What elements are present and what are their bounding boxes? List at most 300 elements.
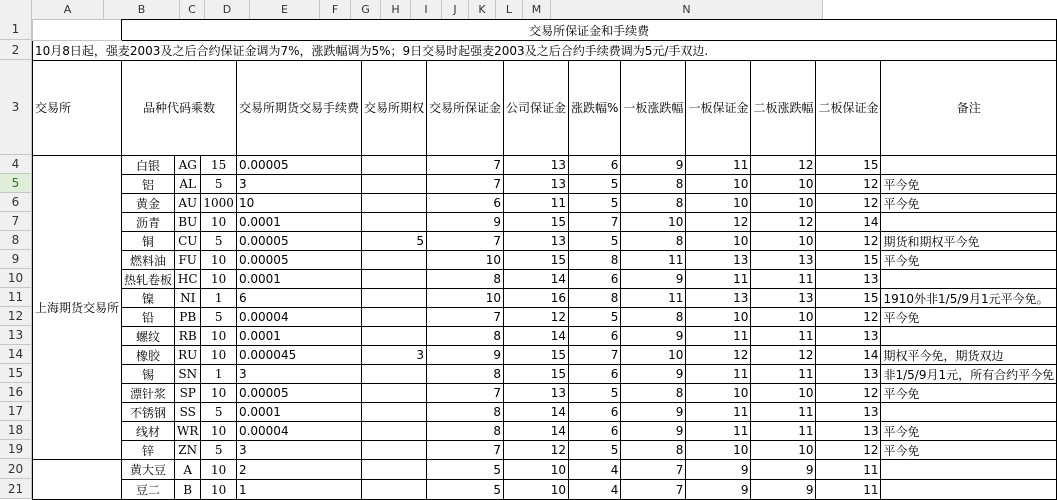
table-row — [33, 327, 1057, 346]
column-header-l[interactable]: L — [496, 0, 523, 19]
option-fee-cell[interactable]: 5 — [361, 232, 426, 251]
remark-cell[interactable]: 期权平今免，期货双边 — [881, 346, 1057, 365]
product-name-cell[interactable]: 燃料油 — [122, 251, 175, 270]
limit-cell[interactable]: 5 — [569, 308, 621, 327]
b1-margin-cell[interactable]: 12 — [686, 213, 751, 232]
row-header[interactable]: 13 — [0, 326, 32, 345]
column-header-m[interactable]: M — [523, 0, 551, 19]
product-name-cell[interactable]: 不锈钢 — [122, 403, 175, 422]
fee-cell[interactable]: 6 — [236, 289, 361, 308]
option-fee-cell[interactable] — [361, 270, 426, 289]
column-header-d[interactable]: D — [205, 0, 250, 19]
exchange-margin-cell[interactable]: 8 — [426, 270, 503, 289]
multiplier-cell[interactable]: 5 — [201, 175, 237, 194]
header-product[interactable]: 品种代码乘数 — [122, 61, 237, 156]
product-name-cell[interactable]: 漂针浆 — [122, 384, 175, 403]
product-name-cell[interactable]: 黄金 — [122, 194, 175, 213]
product-name-cell[interactable]: 镍 — [122, 289, 175, 308]
b1-limit-cell[interactable]: 10 — [621, 346, 686, 365]
b2-margin-cell[interactable]: 12 — [816, 232, 881, 251]
b2-limit-cell[interactable]: 12 — [751, 156, 816, 175]
exchange-margin-cell[interactable]: 7 — [426, 441, 503, 460]
b1-limit-cell[interactable]: 9 — [621, 403, 686, 422]
header-b1-margin[interactable]: 一板保证金 — [686, 61, 751, 156]
table-row — [33, 232, 1057, 251]
limit-cell[interactable]: 5 — [569, 194, 621, 213]
product-code-cell[interactable]: ZN — [175, 441, 201, 460]
exchange-margin-cell[interactable]: 9 — [426, 213, 503, 232]
product-code-cell[interactable]: FU — [175, 251, 201, 270]
table-row — [33, 441, 1057, 460]
b1-margin-cell[interactable]: 11 — [686, 156, 751, 175]
b2-margin-cell[interactable]: 15 — [816, 251, 881, 270]
limit-cell[interactable]: 6 — [569, 365, 621, 384]
table-row — [33, 384, 1057, 403]
row-header-selected[interactable]: 5 — [0, 174, 32, 193]
b2-limit-cell[interactable]: 10 — [751, 232, 816, 251]
limit-cell[interactable]: 7 — [569, 346, 621, 365]
b1-margin-cell[interactable]: 9 — [686, 460, 751, 480]
exchange-margin-cell[interactable]: 6 — [426, 194, 503, 213]
option-fee-cell[interactable] — [361, 308, 426, 327]
row-header[interactable]: 9 — [0, 250, 32, 269]
company-margin-cell[interactable]: 16 — [504, 289, 569, 308]
b2-limit-cell[interactable]: 11 — [751, 422, 816, 441]
limit-cell[interactable]: 5 — [569, 441, 621, 460]
header-limit[interactable]: 涨跌幅% — [569, 61, 621, 156]
sheet-title[interactable]: 交易所保证金和手续费 — [122, 20, 1057, 41]
multiplier-cell[interactable]: 10 — [201, 346, 237, 365]
remark-cell[interactable]: 期货和期权平今免 — [881, 232, 1057, 251]
column-header-i[interactable]: I — [411, 0, 442, 19]
header-company-margin[interactable]: 公司保证金 — [504, 61, 569, 156]
column-header-h[interactable]: H — [381, 0, 411, 19]
b1-margin-cell[interactable]: 11 — [686, 422, 751, 441]
option-fee-cell[interactable] — [361, 365, 426, 384]
multiplier-cell[interactable]: 10 — [201, 270, 237, 289]
product-code-cell[interactable]: BU — [175, 213, 201, 232]
fee-cell[interactable]: 0.000045 — [236, 346, 361, 365]
row-header[interactable]: 6 — [0, 193, 32, 212]
table-row — [33, 422, 1057, 441]
fee-cell[interactable]: 0.00005 — [236, 384, 361, 403]
row-header[interactable]: 2 — [0, 40, 32, 60]
exchange-margin-cell[interactable]: 7 — [426, 175, 503, 194]
header-remark[interactable]: 备注 — [881, 61, 1057, 156]
b2-margin-cell[interactable]: 12 — [816, 175, 881, 194]
fee-cell[interactable]: 3 — [236, 175, 361, 194]
b1-limit-cell[interactable]: 8 — [621, 232, 686, 251]
row-header[interactable]: 11 — [0, 288, 32, 307]
b2-limit-cell[interactable]: 13 — [751, 251, 816, 270]
b1-limit-cell[interactable]: 8 — [621, 384, 686, 403]
limit-cell[interactable]: 8 — [569, 251, 621, 270]
header-b2-limit[interactable]: 二板涨跌幅 — [751, 61, 816, 156]
b2-limit-cell[interactable]: 10 — [751, 308, 816, 327]
multiplier-cell[interactable]: 15 — [201, 156, 237, 175]
row-header[interactable]: 8 — [0, 231, 32, 250]
company-margin-cell[interactable]: 15 — [504, 213, 569, 232]
company-margin-cell[interactable]: 15 — [504, 346, 569, 365]
remark-cell[interactable] — [881, 156, 1057, 175]
company-margin-cell[interactable]: 10 — [504, 480, 569, 500]
exchange-margin-cell[interactable]: 10 — [426, 251, 503, 270]
option-fee-cell[interactable] — [361, 213, 426, 232]
multiplier-cell[interactable]: 1000 — [201, 194, 237, 213]
b2-margin-cell[interactable]: 13 — [816, 365, 881, 384]
b1-limit-cell[interactable]: 8 — [621, 175, 686, 194]
remark-cell[interactable] — [881, 403, 1057, 422]
company-margin-cell[interactable]: 13 — [504, 384, 569, 403]
remark-cell[interactable] — [881, 480, 1057, 500]
company-margin-cell[interactable]: 14 — [504, 327, 569, 346]
b2-margin-cell[interactable]: 13 — [816, 422, 881, 441]
b2-margin-cell[interactable]: 13 — [816, 403, 881, 422]
fee-cell[interactable]: 0.00005 — [236, 156, 361, 175]
company-margin-cell[interactable]: 15 — [504, 251, 569, 270]
column-header-j[interactable]: J — [442, 0, 469, 19]
b2-limit-cell[interactable]: 10 — [751, 384, 816, 403]
exchange-margin-cell[interactable]: 7 — [426, 232, 503, 251]
company-margin-cell[interactable]: 13 — [504, 175, 569, 194]
fee-cell[interactable]: 0.0001 — [236, 403, 361, 422]
fee-cell[interactable]: 10 — [236, 194, 361, 213]
row-header[interactable]: 19 — [0, 440, 32, 459]
company-margin-cell[interactable]: 10 — [504, 460, 569, 480]
b1-margin-cell[interactable]: 10 — [686, 308, 751, 327]
option-fee-cell[interactable] — [361, 251, 426, 270]
limit-cell[interactable]: 5 — [569, 175, 621, 194]
b2-limit-cell[interactable]: 13 — [751, 289, 816, 308]
b1-margin-cell[interactable]: 11 — [686, 403, 751, 422]
column-header-a[interactable]: A — [32, 0, 104, 19]
multiplier-cell[interactable]: 5 — [201, 232, 237, 251]
table-row — [33, 175, 1057, 194]
b1-limit-cell[interactable]: 9 — [621, 156, 686, 175]
exchange-margin-cell[interactable]: 8 — [426, 327, 503, 346]
product-code-cell[interactable]: PB — [175, 308, 201, 327]
b1-limit-cell[interactable]: 8 — [621, 194, 686, 213]
column-header-g[interactable]: G — [351, 0, 381, 19]
product-code-cell[interactable]: B — [175, 480, 201, 500]
exchange-name-cell[interactable]: 上海期货交易所 — [33, 156, 122, 460]
b2-margin-cell[interactable]: 11 — [816, 480, 881, 500]
b2-margin-cell[interactable]: 14 — [816, 213, 881, 232]
remark-cell[interactable]: 平今免 — [881, 308, 1057, 327]
product-name-cell[interactable]: 豆二 — [122, 480, 175, 500]
b1-limit-cell[interactable]: 11 — [621, 251, 686, 270]
product-code-cell[interactable]: CU — [175, 232, 201, 251]
company-margin-cell[interactable]: 14 — [504, 270, 569, 289]
company-margin-cell[interactable]: 12 — [504, 441, 569, 460]
b1-margin-cell[interactable]: 10 — [686, 175, 751, 194]
limit-cell[interactable]: 6 — [569, 270, 621, 289]
header-exchange-margin[interactable]: 交易所保证金 — [426, 61, 503, 156]
fee-cell[interactable]: 0.00004 — [236, 422, 361, 441]
b2-limit-cell[interactable]: 9 — [751, 480, 816, 500]
option-fee-cell[interactable] — [361, 156, 426, 175]
header-b2-margin[interactable]: 二板保证金 — [816, 61, 881, 156]
b1-limit-cell[interactable]: 7 — [621, 460, 686, 480]
b1-margin-cell[interactable]: 10 — [686, 441, 751, 460]
header-options[interactable]: 交易所期权 — [361, 61, 426, 156]
fee-cell[interactable]: 0.0001 — [236, 213, 361, 232]
product-code-cell[interactable]: NI — [175, 289, 201, 308]
row-header[interactable]: 4 — [0, 155, 32, 174]
product-name-cell[interactable]: 锡 — [122, 365, 175, 384]
b1-limit-cell[interactable]: 11 — [621, 289, 686, 308]
product-code-cell[interactable]: SS — [175, 403, 201, 422]
b2-margin-cell[interactable]: 12 — [816, 308, 881, 327]
limit-cell[interactable]: 4 — [569, 480, 621, 500]
multiplier-cell[interactable]: 10 — [201, 422, 237, 441]
limit-cell[interactable]: 6 — [569, 422, 621, 441]
limit-cell[interactable]: 8 — [569, 289, 621, 308]
exchange-margin-cell[interactable]: 7 — [426, 308, 503, 327]
exchange-margin-cell[interactable]: 7 — [426, 156, 503, 175]
b2-limit-cell[interactable]: 10 — [751, 194, 816, 213]
row-header[interactable]: 1 — [0, 19, 32, 40]
product-code-cell[interactable]: WR — [175, 422, 201, 441]
limit-cell[interactable]: 4 — [569, 460, 621, 480]
company-margin-cell[interactable]: 13 — [504, 232, 569, 251]
product-name-cell[interactable]: 铜 — [122, 232, 175, 251]
table-row — [33, 480, 1057, 500]
header-exchange[interactable]: 交易所 — [33, 61, 122, 156]
b1-limit-cell[interactable]: 9 — [621, 422, 686, 441]
row-header[interactable]: 16 — [0, 383, 32, 402]
multiplier-cell[interactable]: 10 — [201, 213, 237, 232]
b1-margin-cell[interactable]: 12 — [686, 346, 751, 365]
b1-limit-cell[interactable]: 9 — [621, 365, 686, 384]
fee-cell[interactable]: 0.0001 — [236, 327, 361, 346]
multiplier-cell[interactable]: 10 — [201, 327, 237, 346]
option-fee-cell[interactable] — [361, 460, 426, 480]
product-code-cell[interactable]: AL — [175, 175, 201, 194]
fee-cell[interactable]: 3 — [236, 441, 361, 460]
option-fee-cell[interactable] — [361, 194, 426, 213]
multiplier-cell[interactable]: 10 — [201, 251, 237, 270]
option-fee-cell[interactable] — [361, 422, 426, 441]
fee-cell[interactable]: 1 — [236, 480, 361, 500]
b1-margin-cell[interactable]: 11 — [686, 327, 751, 346]
fee-cell[interactable]: 0.0001 — [236, 270, 361, 289]
company-margin-cell[interactable]: 14 — [504, 403, 569, 422]
multiplier-cell[interactable]: 10 — [201, 460, 237, 480]
limit-cell[interactable]: 5 — [569, 232, 621, 251]
b1-margin-cell[interactable]: 13 — [686, 289, 751, 308]
table-row — [33, 251, 1057, 270]
exchange-margin-cell[interactable]: 10 — [426, 289, 503, 308]
b2-margin-cell[interactable]: 12 — [816, 194, 881, 213]
exchange-margin-cell[interactable]: 8 — [426, 403, 503, 422]
table-row — [33, 194, 1057, 213]
company-margin-cell[interactable]: 13 — [504, 156, 569, 175]
product-name-cell[interactable]: 铅 — [122, 308, 175, 327]
row-header[interactable]: 10 — [0, 269, 32, 288]
product-code-cell[interactable]: A — [175, 460, 201, 480]
fee-cell[interactable]: 0.00005 — [236, 251, 361, 270]
multiplier-cell[interactable]: 5 — [201, 441, 237, 460]
row-header[interactable]: 3 — [0, 60, 32, 155]
b1-limit-cell[interactable]: 9 — [621, 327, 686, 346]
option-fee-cell[interactable] — [361, 441, 426, 460]
multiplier-cell[interactable]: 5 — [201, 308, 237, 327]
option-fee-cell[interactable] — [361, 403, 426, 422]
exchange-margin-cell[interactable]: 8 — [426, 422, 503, 441]
remark-cell[interactable]: 平今免 — [881, 175, 1057, 194]
column-header-k[interactable]: K — [469, 0, 496, 19]
b2-margin-cell[interactable]: 15 — [816, 289, 881, 308]
column-header-f[interactable]: F — [320, 0, 351, 19]
product-code-cell[interactable]: AU — [175, 194, 201, 213]
remark-cell[interactable]: 平今免 — [881, 194, 1057, 213]
b1-margin-cell[interactable]: 9 — [686, 480, 751, 500]
spreadsheet-grid — [32, 19, 1057, 500]
row-header[interactable]: 7 — [0, 212, 32, 231]
exchange-margin-cell[interactable]: 7 — [426, 384, 503, 403]
company-margin-cell[interactable]: 15 — [504, 365, 569, 384]
company-margin-cell[interactable]: 14 — [504, 422, 569, 441]
option-fee-cell[interactable] — [361, 384, 426, 403]
exchange-margin-cell[interactable]: 5 — [426, 480, 503, 500]
row-header[interactable]: 17 — [0, 402, 32, 421]
product-name-cell[interactable]: 沥青 — [122, 213, 175, 232]
column-header-e[interactable]: E — [250, 0, 320, 19]
option-fee-cell[interactable]: 3 — [361, 346, 426, 365]
fee-cell[interactable]: 0.00005 — [236, 232, 361, 251]
option-fee-cell[interactable] — [361, 327, 426, 346]
remark-cell[interactable]: 非1/5/9月1元，所有合约平今免 — [881, 365, 1057, 384]
b1-margin-cell[interactable]: 10 — [686, 232, 751, 251]
b2-limit-cell[interactable]: 11 — [751, 403, 816, 422]
b1-margin-cell[interactable]: 10 — [686, 194, 751, 213]
b2-margin-cell[interactable]: 11 — [816, 460, 881, 480]
product-name-cell[interactable]: 白银 — [122, 156, 175, 175]
b2-limit-cell[interactable]: 11 — [751, 365, 816, 384]
b2-limit-cell[interactable]: 11 — [751, 270, 816, 289]
exchange-margin-cell[interactable]: 5 — [426, 460, 503, 480]
b2-limit-cell[interactable]: 10 — [751, 441, 816, 460]
b1-limit-cell[interactable]: 9 — [621, 270, 686, 289]
product-code-cell[interactable]: RU — [175, 346, 201, 365]
option-fee-cell[interactable] — [361, 175, 426, 194]
remark-cell[interactable]: 1910外非1/5/9月1元平今免。 — [881, 289, 1057, 308]
product-name-cell[interactable]: 铝 — [122, 175, 175, 194]
remark-cell[interactable] — [881, 213, 1057, 232]
product-name-cell[interactable]: 锌 — [122, 441, 175, 460]
b2-margin-cell[interactable]: 12 — [816, 384, 881, 403]
product-name-cell[interactable]: 线材 — [122, 422, 175, 441]
b1-limit-cell[interactable]: 8 — [621, 308, 686, 327]
fee-cell[interactable]: 2 — [236, 460, 361, 480]
product-code-cell[interactable]: SP — [175, 384, 201, 403]
table-row — [33, 460, 1057, 480]
b1-margin-cell[interactable]: 11 — [686, 270, 751, 289]
b2-limit-cell[interactable]: 12 — [751, 346, 816, 365]
company-margin-cell[interactable]: 12 — [504, 308, 569, 327]
company-margin-cell[interactable]: 11 — [504, 194, 569, 213]
column-header-b[interactable]: B — [104, 0, 180, 19]
remark-cell[interactable] — [881, 270, 1057, 289]
row-header[interactable]: 14 — [0, 345, 32, 364]
b1-limit-cell[interactable]: 10 — [621, 213, 686, 232]
exchange-margin-cell[interactable]: 8 — [426, 365, 503, 384]
remark-cell[interactable]: 平今免 — [881, 422, 1057, 441]
limit-cell[interactable]: 5 — [569, 384, 621, 403]
b1-margin-cell[interactable]: 10 — [686, 384, 751, 403]
b2-limit-cell[interactable]: 9 — [751, 460, 816, 480]
multiplier-cell[interactable]: 1 — [201, 365, 237, 384]
remark-cell[interactable] — [881, 327, 1057, 346]
column-header-n[interactable]: N — [551, 0, 823, 19]
b2-margin-cell[interactable]: 13 — [816, 270, 881, 289]
select-all-corner[interactable] — [0, 0, 32, 19]
limit-cell[interactable]: 6 — [569, 327, 621, 346]
product-code-cell[interactable]: HC — [175, 270, 201, 289]
row-header[interactable]: 21 — [0, 479, 32, 499]
b2-margin-cell[interactable]: 15 — [816, 156, 881, 175]
header-b1-limit[interactable]: 一板涨跌幅 — [621, 61, 686, 156]
remark-cell[interactable]: 平今免 — [881, 384, 1057, 403]
limit-cell[interactable]: 6 — [569, 403, 621, 422]
b2-limit-cell[interactable]: 12 — [751, 213, 816, 232]
b1-margin-cell[interactable]: 11 — [686, 365, 751, 384]
multiplier-cell[interactable]: 5 — [201, 403, 237, 422]
multiplier-cell[interactable]: 1 — [201, 289, 237, 308]
limit-cell[interactable]: 6 — [569, 156, 621, 175]
b1-limit-cell[interactable]: 7 — [621, 480, 686, 500]
multiplier-cell[interactable]: 10 — [201, 384, 237, 403]
b2-limit-cell[interactable]: 10 — [751, 175, 816, 194]
row-header[interactable]: 12 — [0, 307, 32, 326]
product-name-cell[interactable]: 黄大豆 — [122, 460, 175, 480]
remark-cell[interactable]: 平今免 — [881, 251, 1057, 270]
b2-margin-cell[interactable]: 14 — [816, 346, 881, 365]
remark-cell[interactable]: 平今免 — [881, 441, 1057, 460]
fee-cell[interactable]: 0.00004 — [236, 308, 361, 327]
header-fee[interactable]: 交易所期货交易手续费 — [236, 61, 361, 156]
exchange-margin-cell[interactable]: 9 — [426, 346, 503, 365]
option-fee-cell[interactable] — [361, 480, 426, 500]
multiplier-cell[interactable]: 10 — [201, 480, 237, 500]
product-name-cell[interactable]: 橡胶 — [122, 346, 175, 365]
row-header[interactable]: 20 — [0, 459, 32, 479]
option-fee-cell[interactable] — [361, 289, 426, 308]
exchange-name-cell-empty[interactable] — [33, 460, 122, 500]
product-code-cell[interactable]: SN — [175, 365, 201, 384]
b1-margin-cell[interactable]: 13 — [686, 251, 751, 270]
limit-cell[interactable]: 7 — [569, 213, 621, 232]
column-header-c[interactable]: C — [180, 0, 205, 19]
row-header[interactable]: 15 — [0, 364, 32, 383]
table-row — [33, 346, 1057, 365]
product-code-cell[interactable]: AG — [175, 156, 201, 175]
table-row — [33, 365, 1057, 384]
table-row — [33, 213, 1057, 232]
product-code-cell[interactable]: RB — [175, 327, 201, 346]
fee-cell[interactable]: 3 — [236, 365, 361, 384]
remark-cell[interactable] — [881, 460, 1057, 480]
product-name-cell[interactable]: 螺纹 — [122, 327, 175, 346]
row-header[interactable]: 18 — [0, 421, 32, 440]
b2-margin-cell[interactable]: 12 — [816, 441, 881, 460]
product-name-cell[interactable]: 热轧卷板 — [122, 270, 175, 289]
b2-margin-cell[interactable]: 13 — [816, 327, 881, 346]
b2-limit-cell[interactable]: 11 — [751, 327, 816, 346]
b1-limit-cell[interactable]: 8 — [621, 441, 686, 460]
notice-cell[interactable]: 10月8日起，强麦2003及之后合约保证金调为7%，涨跌幅调为5%；9日交易时起强麦2003及之后合约手续费调为5元/手双边. — [33, 41, 1057, 61]
